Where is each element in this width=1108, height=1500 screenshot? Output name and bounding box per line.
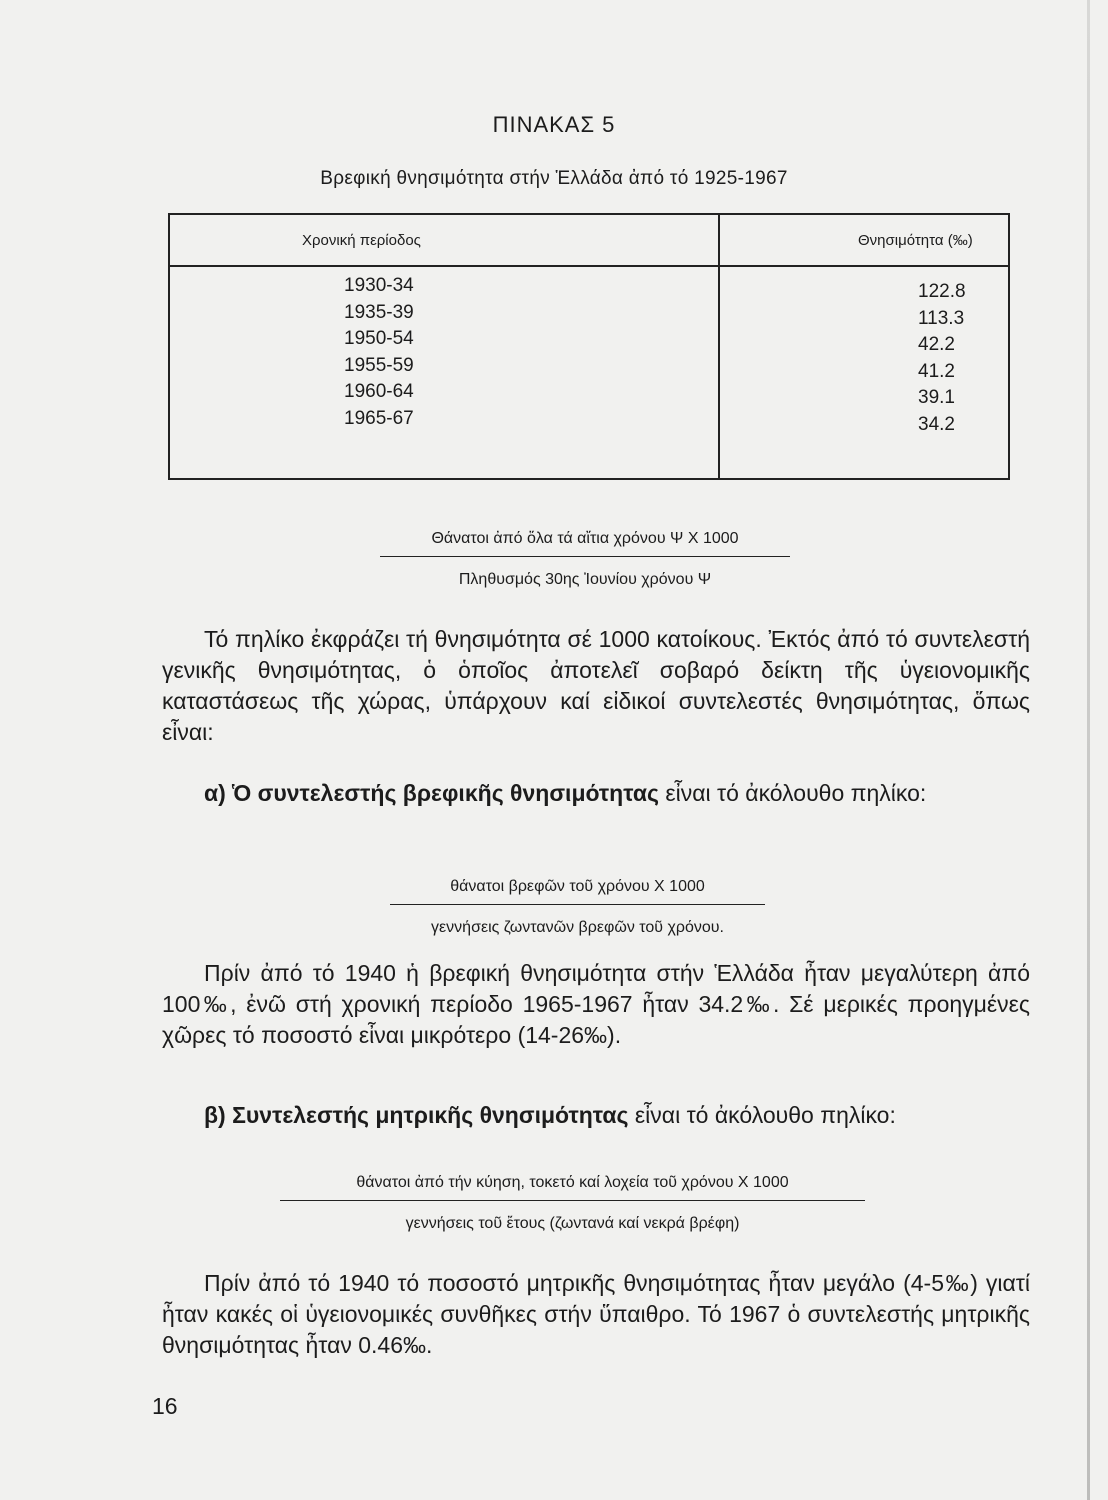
mortality-table bbox=[168, 213, 1010, 480]
formula-numerator: θάνατοι ἀπό τήν κύηση, τοκετό καί λοχεία τοῦ χρόνου X 1000 bbox=[280, 1174, 865, 1201]
period-cell: 1965-67 bbox=[344, 407, 414, 429]
rate-cell: 42.2 bbox=[918, 334, 955, 355]
rate-cell: 41.2 bbox=[918, 360, 955, 382]
paragraph-infant: Πρίν ἀπό τό 1940 ἡ βρεφική θνησιμότητα στήν Ἑλλάδα ἦταν μεγαλύτερη ἀπό 100‰, ἐνῶ στή χρονική περίοδο 1965-1967 ἦταν 34.2‰. Σέ μερικές προηγμένες χῶρες τό ποσοστό εἶναι μικρότερο (14-26‰). bbox=[162, 960, 1030, 1048]
infant-mortality-formula bbox=[390, 878, 765, 937]
page-edge bbox=[1087, 0, 1090, 1500]
formula-denominator: Πληθυσμός 30ης Ἰουνίου χρόνου Ψ bbox=[458, 571, 712, 588]
period-column bbox=[169, 266, 719, 479]
maternal-mortality-formula bbox=[280, 1174, 865, 1233]
maternal-mortality-heading bbox=[162, 1100, 1030, 1131]
header-rate: Θνησιμότητα (‰) bbox=[719, 214, 1009, 266]
rate-column bbox=[719, 266, 1009, 479]
formula-numerator: Θάνατοι ἀπό ὅλα τά αἴτια χρόνου Ψ X 1000 bbox=[380, 530, 790, 557]
table-title: ΠΙΝΑΚΑΣ 5 bbox=[492, 112, 616, 137]
formula-denominator: γεννήσεις τοῦ ἔτους (ζωντανά καί νεκρά βρέφη) bbox=[405, 1215, 740, 1232]
heading-bold: β) Συντελεστής μητρικῆς θνησιμότητας bbox=[204, 1102, 629, 1128]
formula-numerator: θάνατοι βρεφῶν τοῦ χρόνου X 1000 bbox=[390, 878, 765, 905]
rate-cell: 113.3 bbox=[918, 307, 965, 329]
infant-mortality-heading bbox=[162, 778, 1030, 809]
period-cell: 1930-34 bbox=[344, 275, 414, 296]
general-mortality-formula bbox=[380, 530, 790, 589]
heading-rest: εἶναι τό ἀκόλουθο πηλίκο: bbox=[658, 780, 927, 806]
rate-cell: 39.1 bbox=[918, 387, 955, 408]
period-cell: 1935-39 bbox=[344, 301, 414, 323]
table-subtitle: Βρεφική θνησιμότητα στήν Ἑλλάδα ἀπό τό 1925-1967 bbox=[320, 168, 788, 189]
period-cell: 1950-54 bbox=[344, 328, 414, 349]
heading-bold: α) Ὁ συντελεστής βρεφικῆς θνησιμότητας bbox=[204, 780, 659, 806]
formula-denominator: γεννήσεις ζωντανῶν βρεφῶν τοῦ χρόνου. bbox=[431, 919, 724, 936]
rate-cell: 34.2 bbox=[918, 413, 955, 435]
period-cell: 1960-64 bbox=[344, 381, 414, 402]
rate-cell: 122.8 bbox=[918, 281, 966, 302]
header-period: Χρονική περίοδος bbox=[169, 214, 719, 266]
heading-rest: εἶναι τό ἀκόλουθο πηλίκο: bbox=[628, 1102, 896, 1128]
page-number: 16 bbox=[152, 1393, 178, 1419]
paragraph-maternal: Πρίν ἀπό τό 1940 τό ποσοστό μητρικῆς θνησιμότητας ἦταν μεγάλο (4-5‰) γιατί ἦταν κακές οἱ ὑγειονομικές συνθῆκες στήν ὕπαιθρο. Τό 1967 ὁ συντελεστής μητρικῆς θνησιμότητας ἦταν 0.46‰. bbox=[162, 1270, 1030, 1358]
period-cell: 1955-59 bbox=[344, 354, 414, 376]
paragraph-general: Τό πηλίκο ἐκφράζει τή θνησιμότητα σέ 1000 κατοίκους. Ἐκτός ἀπό τό συντελεστή γενικῆς θνησιμότητας, ὁ ὁποῖος ἀποτελεῖ σοβαρό δείκτη τῆς ὑγειονομικῆς καταστάσεως τῆς χώρας, ὑπάρχουν καί εἰδικοί συντελεστές θνησιμότητας, ὅπως εἶναι: bbox=[162, 626, 1030, 745]
